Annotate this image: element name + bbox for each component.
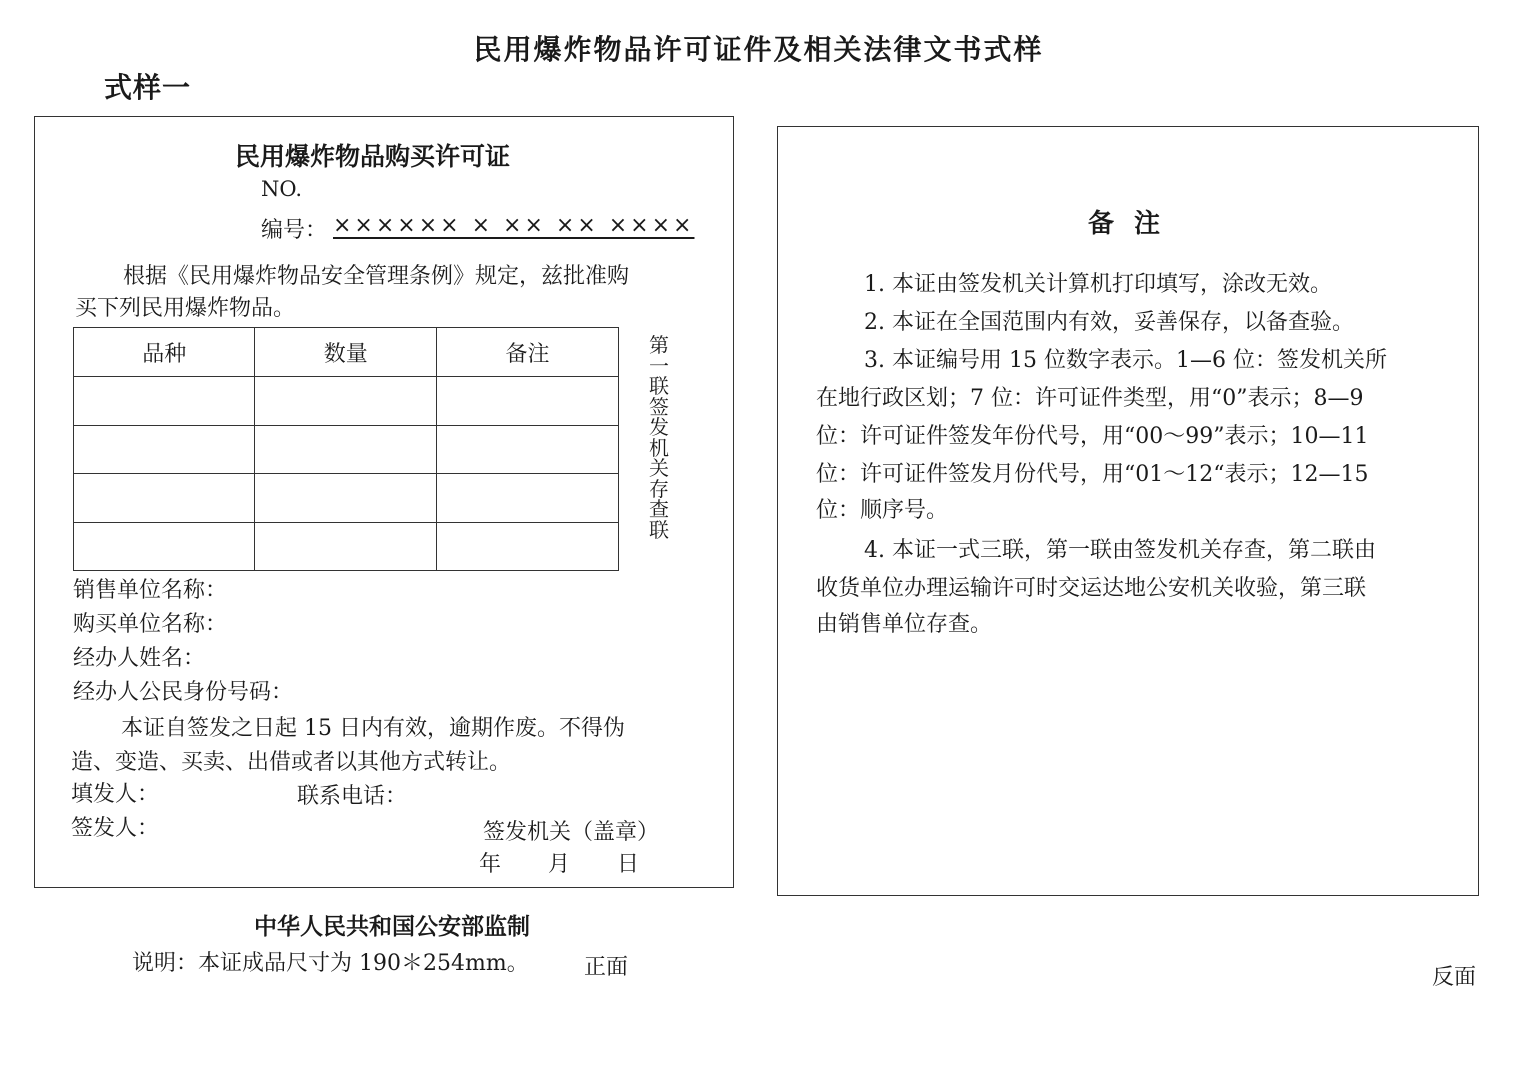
remark-item-4-line3: 由销售单位存查。: [816, 612, 993, 637]
permit-number-value: ×××××× × ×× ×× ××××: [333, 213, 695, 238]
size-note: 说明：本证成品尺寸为 190＊254mm。: [132, 951, 529, 976]
sample-label: 式样一: [104, 71, 192, 104]
table-cell[interactable]: [74, 377, 255, 426]
remark-item-4-line2: 收货单位办理运输许可时交运达地公安机关收验，第三联: [816, 576, 1367, 601]
filler-label: 填发人：: [71, 782, 160, 807]
remark-item-3-line5: 位：顺序号。: [816, 498, 949, 523]
table-row: [74, 425, 619, 474]
front-side-label: 正面: [584, 955, 629, 980]
table-header-row: [74, 328, 619, 377]
approval-text-line1: 根据《民用爆炸物品安全管理条例》规定，兹批准购: [123, 264, 630, 289]
handler-id-label: 经办人公民身份号码：: [73, 680, 294, 705]
table-row: [74, 522, 619, 571]
copy-label-vertical: 第一联 签发机关存查联: [649, 333, 669, 542]
table-cell[interactable]: [255, 425, 436, 474]
handler-name-label: 经办人姓名：: [73, 646, 206, 671]
table-cell[interactable]: [436, 522, 618, 571]
table-cell[interactable]: [436, 377, 618, 426]
phone-label: 联系电话：: [297, 784, 408, 809]
issuing-authority-seal: 签发机关（盖章）: [483, 820, 660, 845]
table-row: [74, 377, 619, 426]
permit-items-table: [73, 327, 619, 571]
permit-title: 民用爆炸物品购买许可证: [235, 142, 511, 171]
remark-item-3-line4: 位：许可证件签发月份代号，用“01～12“表示；12—15: [816, 462, 1369, 487]
table-header-quantity: 数量: [255, 328, 436, 377]
remark-item-1: 1. 本证由签发机关计算机打印填写，涂改无效。: [864, 272, 1332, 297]
permit-back-panel: [777, 126, 1479, 896]
table-header-variety: 品种: [74, 328, 255, 377]
issuer-label: 签发人：: [71, 816, 160, 841]
table-cell[interactable]: [74, 474, 255, 523]
issue-date-line: 年 月 日: [479, 852, 639, 877]
table-cell[interactable]: [74, 425, 255, 474]
table-cell[interactable]: [255, 474, 436, 523]
table-row: [74, 474, 619, 523]
validity-text-line2: 造、变造、买卖、出借或者以其他方式转让。: [71, 750, 512, 775]
remark-item-4-line1: 4. 本证一式三联，第一联由签发机关存查，第二联由: [864, 538, 1376, 563]
table-cell[interactable]: [436, 425, 618, 474]
table-cell[interactable]: [255, 377, 436, 426]
remark-item-2: 2. 本证在全国范围内有效，妥善保存，以备查验。: [864, 310, 1354, 335]
table-cell[interactable]: [255, 522, 436, 571]
buyer-name-label: 购买单位名称：: [73, 612, 228, 637]
permit-front-panel: [34, 116, 734, 888]
remark-item-3-line3: 位：许可证件签发年份代号，用“00～99”表示；10—11: [816, 424, 1369, 449]
approval-text-line2: 买下列民用爆炸物品。: [75, 296, 296, 321]
remark-item-3-line1: 3. 本证编号用 15 位数字表示。1—6 位：签发机关所: [864, 348, 1387, 373]
remarks-title: 备注: [1088, 209, 1181, 239]
table-cell[interactable]: [436, 474, 618, 523]
supervisor-label: 中华人民共和国公安部监制: [254, 914, 530, 940]
back-side-label: 反面: [1432, 965, 1477, 990]
page-title: 民用爆炸物品许可证件及相关法律文书式样: [473, 33, 1044, 66]
permit-no-label: NO.: [261, 177, 303, 201]
table-header-remarks: 备注: [436, 328, 618, 377]
validity-text-line1: 本证自签发之日起 15 日内有效，逾期作废。不得伪: [121, 716, 625, 741]
seller-name-label: 销售单位名称：: [73, 578, 228, 603]
remark-item-3-line2: 在地行政区划；7 位：许可证件类型，用“0”表示；8—9: [816, 386, 1364, 411]
permit-number-label: 编号：: [261, 218, 328, 243]
table-cell[interactable]: [74, 522, 255, 571]
